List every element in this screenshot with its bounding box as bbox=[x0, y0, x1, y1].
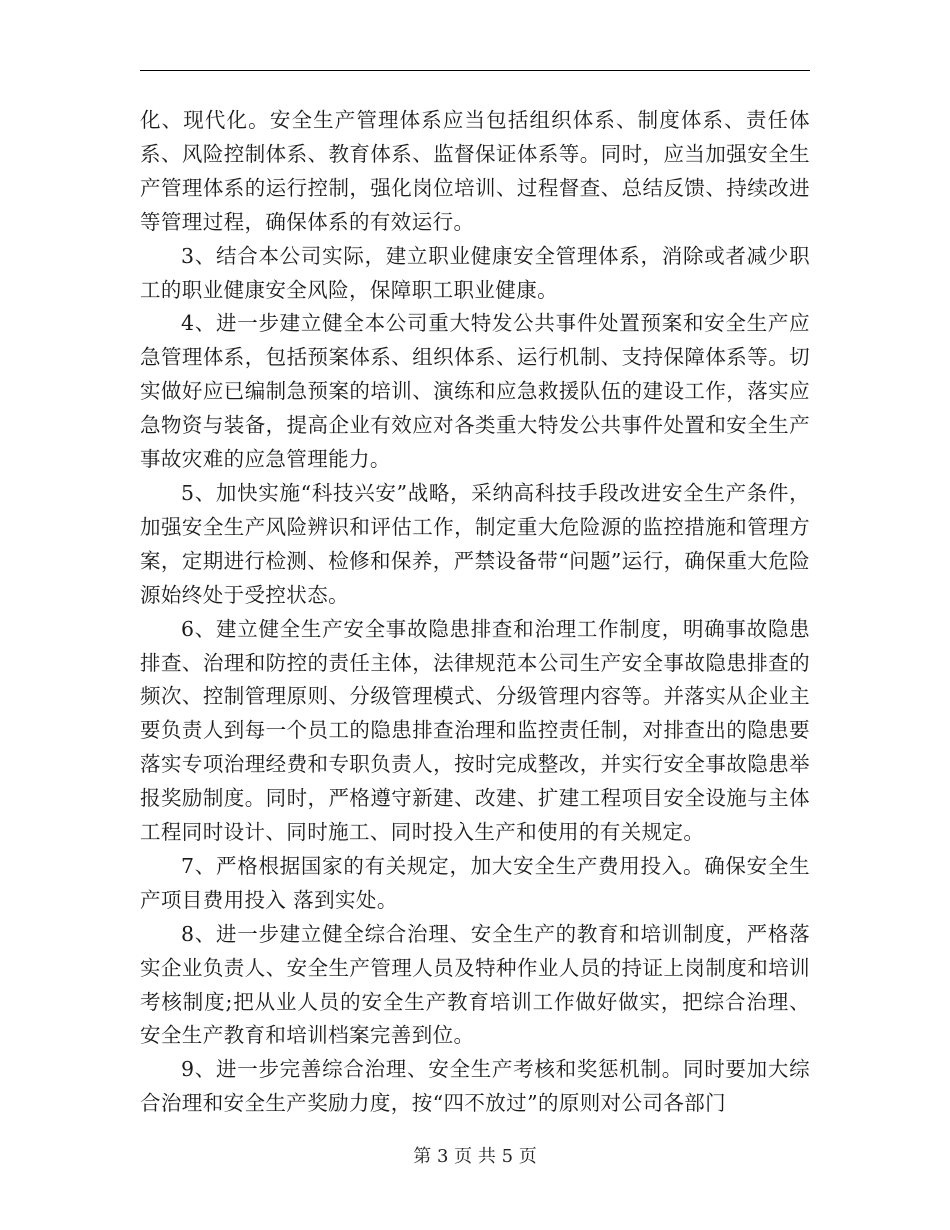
paragraph-item-9: 9、进一步完善综合治理、安全生产考核和奖惩机制。同时要加大综合治理和安全生产奖励力度，按“四不放过”的原则对公司各部门 bbox=[140, 1057, 810, 1116]
document-body bbox=[140, 104, 810, 1121]
header-rule bbox=[140, 70, 810, 71]
paragraph-continuation: 化、现代化。安全生产管理体系应当包括组织体系、制度体系、责任体系、风险控制体系、教育体系、监督保证体系等。同时，应当加强安全生产管理体系的运行控制，强化岗位培训、过程督查、总结反馈、持续改进等管理过程，确保体系的有效运行。 bbox=[140, 108, 810, 234]
paragraph-item-6: 6、建立健全生产安全事故隐患排查和治理工作制度，明确事故隐患排查、治理和防控的责任主体，法律规范本公司生产安全事故隐患排查的频次、控制管理原则、分级管理模式、分级管理内容等。并落实从企业主要负责人到每一个员工的隐患排查治理和监控责任制，对排查出的隐患要落实专项治理经费和专职负责人，按时完成整改，并实行安全事故隐患举报奖励制度。同时，严格遵守新建、改建、扩建工程项目安全设施与主体工程同时设计、同时施工、同时投入生产和使用的有关规定。 bbox=[140, 616, 810, 845]
paragraph-item-4: 4、进一步建立健全本公司重大特发公共事件处置预案和安全生产应急管理体系，包括预案体系、组织体系、运行机制、支持保障体系等。切实做好应已编制急预案的培训、演练和应急救援队伍的建设工作，落实应急物资与装备，提高企业有效应对各类重大特发公共事件处置和安全生产事故灾难的应急管理能力。 bbox=[140, 311, 810, 472]
paragraph-item-3: 3、结合本公司实际，建立职业健康安全管理体系，消除或者减少职工的职业健康安全风险，保障职工职业健康。 bbox=[140, 243, 810, 302]
paragraph-item-7: 7、严格根据国家的有关规定，加大安全生产费用投入。确保安全生产项目费用投入 落到实处。 bbox=[140, 853, 810, 912]
paragraph-item-8: 8、进一步建立健全综合治理、安全生产的教育和培训制度，严格落实企业负责人、安全生产管理人员及特种作业人员的持证上岗制度和培训考核制度;把从业人员的安全生产教育培训工作做好做实，把综合治理、安全生产教育和培训档案完善到位。 bbox=[140, 921, 810, 1048]
paragraph-item-5: 5、加快实施“科技兴安”战略，采纳高科技手段改进安全生产条件，加强安全生产风险辨识和评估工作，制定重大危险源的监控措施和管理方案，定期进行检测、检修和保养，严禁设备带“问题”运行，确保重大危险源始终处于受控状态。 bbox=[140, 480, 810, 607]
page-footer: 第 3 页 共 5 页 bbox=[413, 1146, 537, 1167]
